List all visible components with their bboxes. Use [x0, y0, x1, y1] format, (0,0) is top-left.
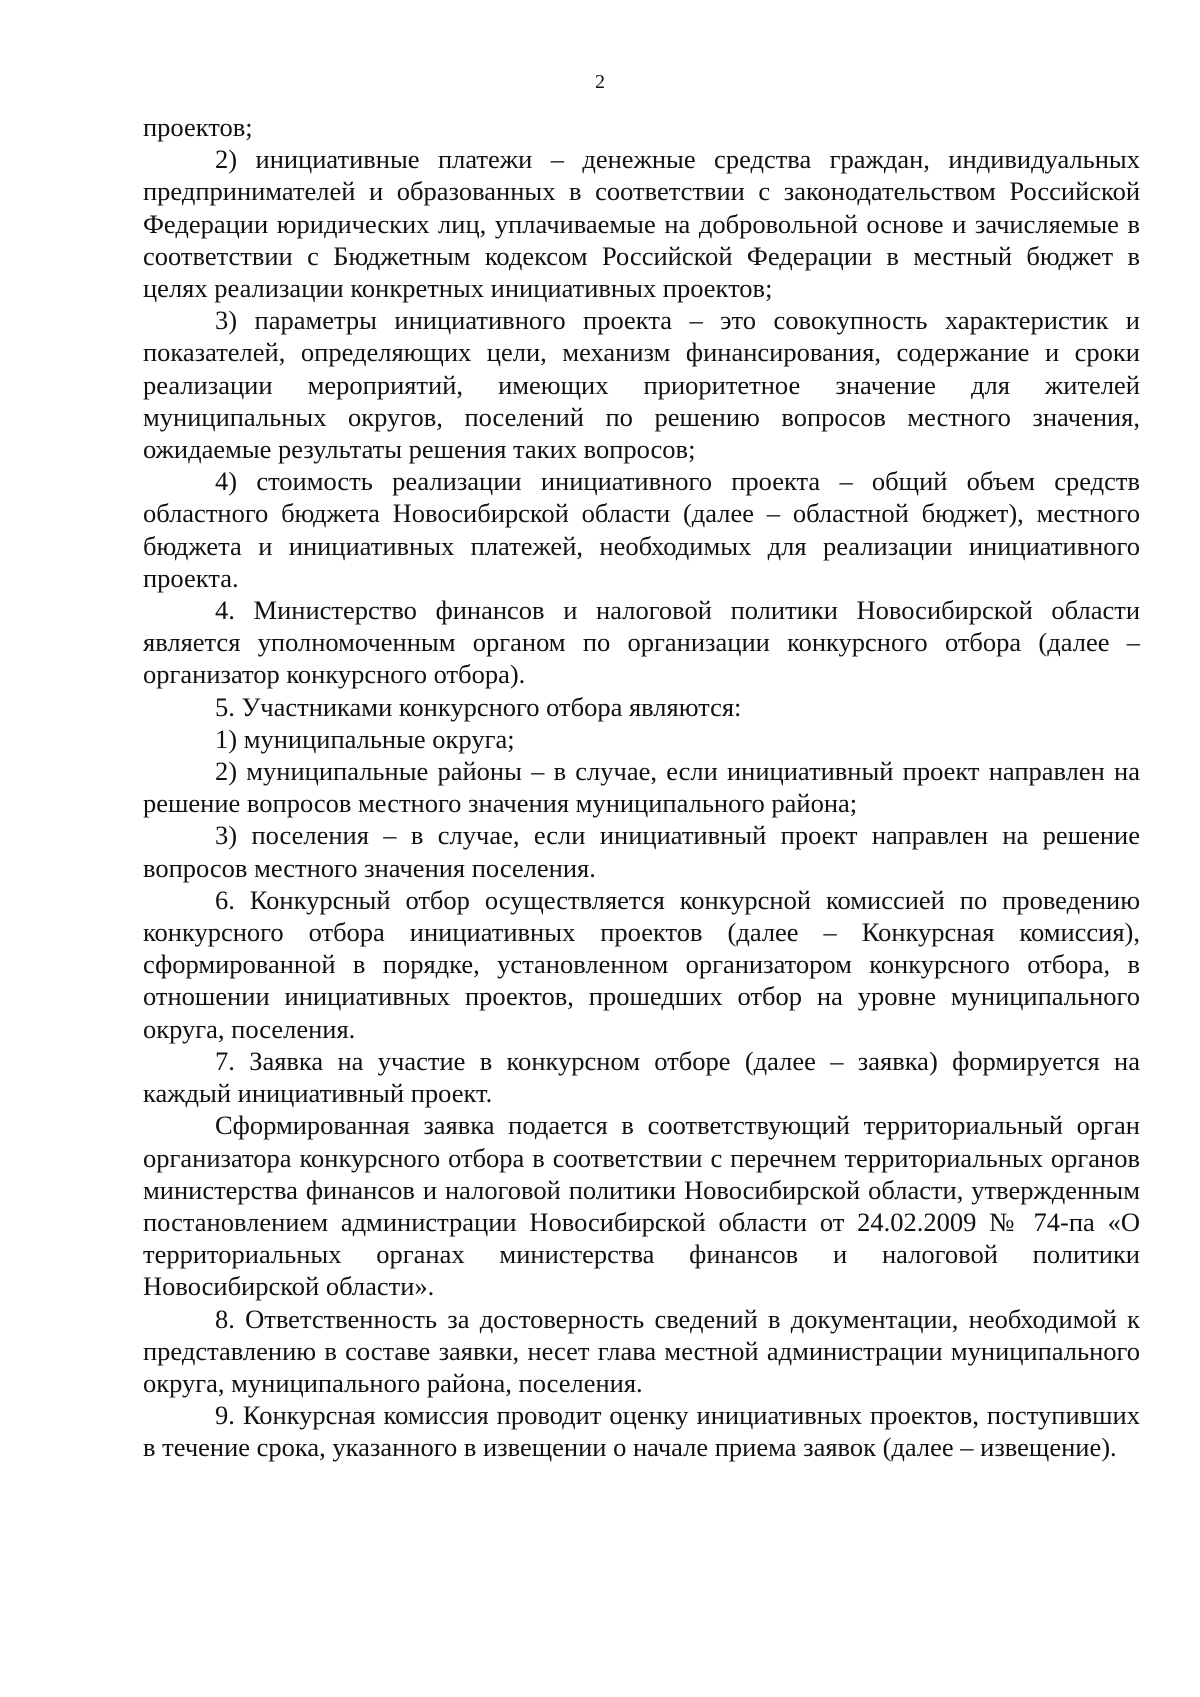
paragraph: Сформированная заявка подается в соответствующий территориальный орган организатора конкурсного отбора в соответствии с перечнем территориальных органов министерства финансов и налоговой политики Новосибирской области, утвержденным постановлением администрации Новосибирской области от 24.02.2009 № 74-па «О территориальных органах министерства финансов и налоговой политики Новосибирской области».	[143, 1110, 1140, 1302]
paragraph: 3) поселения – в случае, если инициативный проект направлен на решение вопросов местного значения поселения.	[143, 820, 1140, 883]
paragraph: 8. Ответственность за достоверность сведений в документации, необходимой к представлению в составе заявки, несет глава местной администрации муниципального округа, муниципального района, поселения.	[143, 1303, 1140, 1398]
paragraph: 4) стоимость реализации инициативного проекта – общий объем средств областного бюджета Новосибирской области (далее – областной бюджет), местного бюджета и инициативных платежей, необходимых для реализации инициативного проекта.	[143, 466, 1140, 593]
paragraph: 3) параметры инициативного проекта – это совокупность характеристик и показателей, определяющих цели, механизм финансирования, содержание и сроки реализации мероприятий, имеющих приоритетное значение для жителей муниципальных округов, поселений по решению вопросов местного значения, ожидаемые результаты решения таких вопросов;	[143, 305, 1140, 465]
paragraph: 2) муниципальные районы – в случае, если инициативный проект направлен на решение вопросов местного значения муниципального района;	[143, 756, 1140, 819]
paragraph: 9. Конкурсная комиссия проводит оценку инициативных проектов, поступивших в течение срока, указанного в извещении о начале приема заявок (далее – извещение).	[143, 1400, 1140, 1463]
page-number: 2	[595, 71, 605, 93]
paragraph: 7. Заявка на участие в конкурсном отборе (далее – заявка) формируется на каждый инициативный проект.	[143, 1045, 1140, 1109]
paragraph: 1) муниципальные округа;	[215, 723, 515, 754]
paragraph: 2) инициативные платежи – денежные средства граждан, индивидуальных предпринимателей и образованных в соответствии с законодательством Российской Федерации юридических лиц, уплачиваемые на добровольной основе и зачисляемые в соответствии с Бюджетным кодексом Российской Федерации в местный бюджет в целях реализации конкретных инициативных проектов;	[143, 144, 1140, 304]
paragraph: 6. Конкурсный отбор осуществляется конкурсной комиссией по проведению конкурсного отбора инициативных проектов (далее – Конкурсная комиссия), сформированной в порядке, установленном организатором конкурсного отбора, в отношении инициативных проектов, прошедших отбор на уровне муниципального округа, поселения.	[143, 884, 1140, 1044]
document-body	[143, 111, 1140, 1464]
paragraph: 5. Участниками конкурсного отбора являются:	[215, 691, 742, 722]
paragraph: проектов;	[143, 112, 253, 142]
paragraph: 4. Министерство финансов и налоговой политики Новосибирской области является уполномоченным органом по организации конкурсного отбора (далее – организатор конкурсного отбора).	[143, 595, 1140, 690]
